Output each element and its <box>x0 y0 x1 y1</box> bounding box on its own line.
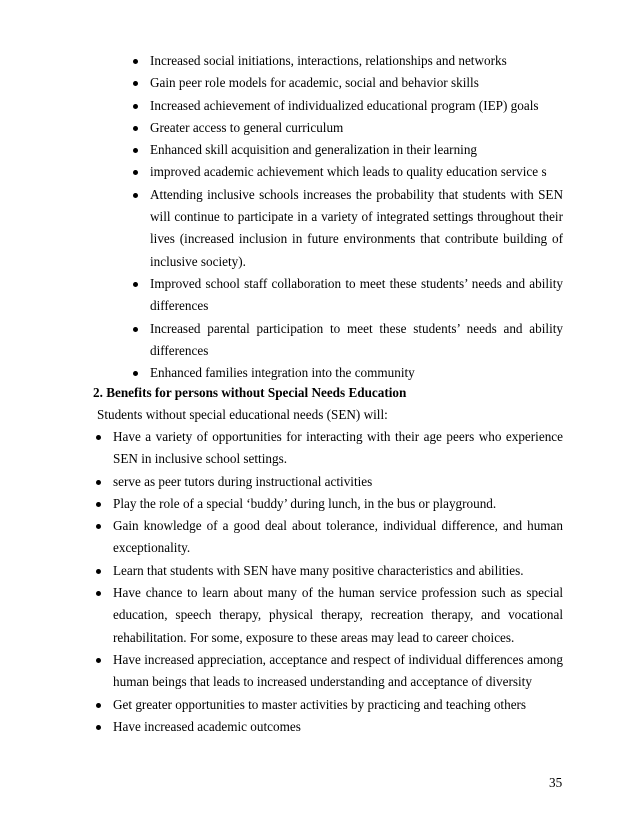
bullet-icon <box>96 524 101 529</box>
list-item-text: Play the role of a special ‘buddy’ during lunch, in the bus or playground. <box>113 495 497 511</box>
bullet-icon <box>133 148 138 153</box>
list-item <box>94 493 563 515</box>
list-item-text: Enhanced families integration into the community <box>150 365 415 381</box>
list-item <box>94 471 563 493</box>
list-item <box>131 95 563 117</box>
list-item-text: serve as peer tutors during instructional activities <box>113 473 373 489</box>
list-item <box>131 273 563 318</box>
list-item <box>131 139 563 161</box>
bullet-icon <box>96 725 101 730</box>
list-item <box>131 72 563 94</box>
list-item <box>131 318 563 363</box>
list-item-text: Have increased academic outcomes <box>113 718 301 734</box>
list-item <box>94 716 563 738</box>
list-item-text: Gain knowledge of a good deal about tolerance, individual difference, and human exceptionality. <box>113 518 563 556</box>
list-item-text: Increased achievement of individualized educational program (IEP) goals <box>150 97 539 113</box>
list-item <box>131 117 563 139</box>
list-item-text: Attending inclusive schools increases the probability that students with SEN will continue to participate in a variety of integrated settings throughout their lives (increased inclusion in future environments that contribute building of inclusive society). <box>150 186 563 269</box>
list-item-text: Learn that students with SEN have many positive characteristics and abilities. <box>113 562 524 578</box>
bullet-icon <box>96 480 101 485</box>
bullet-icon <box>133 371 138 376</box>
list-item-text: improved academic achievement which leads to quality education service s <box>150 164 547 180</box>
list-item-text: Increased social initiations, interactions, relationships and networks <box>150 53 507 68</box>
bullet-icon <box>133 193 138 198</box>
section-intro: Students without special educational needs (SEN) will: <box>97 407 388 422</box>
list-item <box>131 184 563 273</box>
bullet-icon <box>96 502 101 507</box>
page-number: 35 <box>549 775 563 790</box>
list-item <box>94 515 563 560</box>
list-item <box>94 694 563 716</box>
list-item <box>131 161 563 183</box>
bullet-icon <box>133 170 138 175</box>
list-item <box>94 582 563 649</box>
list-item-text: Have a variety of opportunities for interacting with their age peers who experience SEN in inclusive school settings. <box>113 429 563 467</box>
list-item-text: Increased parental participation to meet these students’ needs and ability differences <box>150 320 563 358</box>
bullet-icon <box>133 327 138 332</box>
section-heading: 2. Benefits for persons without Special Needs Education <box>93 385 407 400</box>
bullet-icon <box>133 126 138 131</box>
bullet-icon <box>133 282 138 287</box>
list-item-text: Get greater opportunities to master activities by practicing and teaching others <box>113 696 527 712</box>
bullet-icon <box>96 658 101 663</box>
bullet-icon <box>133 104 138 109</box>
bullet-icon <box>133 81 138 86</box>
list-item <box>94 560 563 582</box>
list-item-text: Greater access to general curriculum <box>150 119 344 135</box>
bullet-icon <box>96 703 101 708</box>
list-item <box>131 50 563 72</box>
list-item-text: Have chance to learn about many of the human service profession such as special education, speech therapy, physical therapy, recreation therapy, and vocational rehabilitation. For some, exposure to these areas may lead to career choices. <box>113 585 563 645</box>
bullet-icon <box>96 591 101 596</box>
list-item-text: Gain peer role models for academic, social and behavior skills <box>150 75 479 91</box>
bullet-icon <box>133 59 138 64</box>
list-item-text: Enhanced skill acquisition and generalization in their learning <box>150 142 478 158</box>
list-item <box>94 426 563 471</box>
list-item-text: Have increased appreciation, acceptance and respect of individual differences among human beings that leads to increased understanding and acceptance of diversity <box>113 651 563 690</box>
benefits-list-non-sen <box>94 426 563 738</box>
list-item <box>94 649 563 694</box>
benefits-list-sen <box>131 50 563 384</box>
list-item-text: Improved school staff collaboration to meet these students’ needs and ability differences <box>150 275 563 314</box>
bullet-icon <box>96 435 101 440</box>
bullet-icon <box>96 569 101 574</box>
